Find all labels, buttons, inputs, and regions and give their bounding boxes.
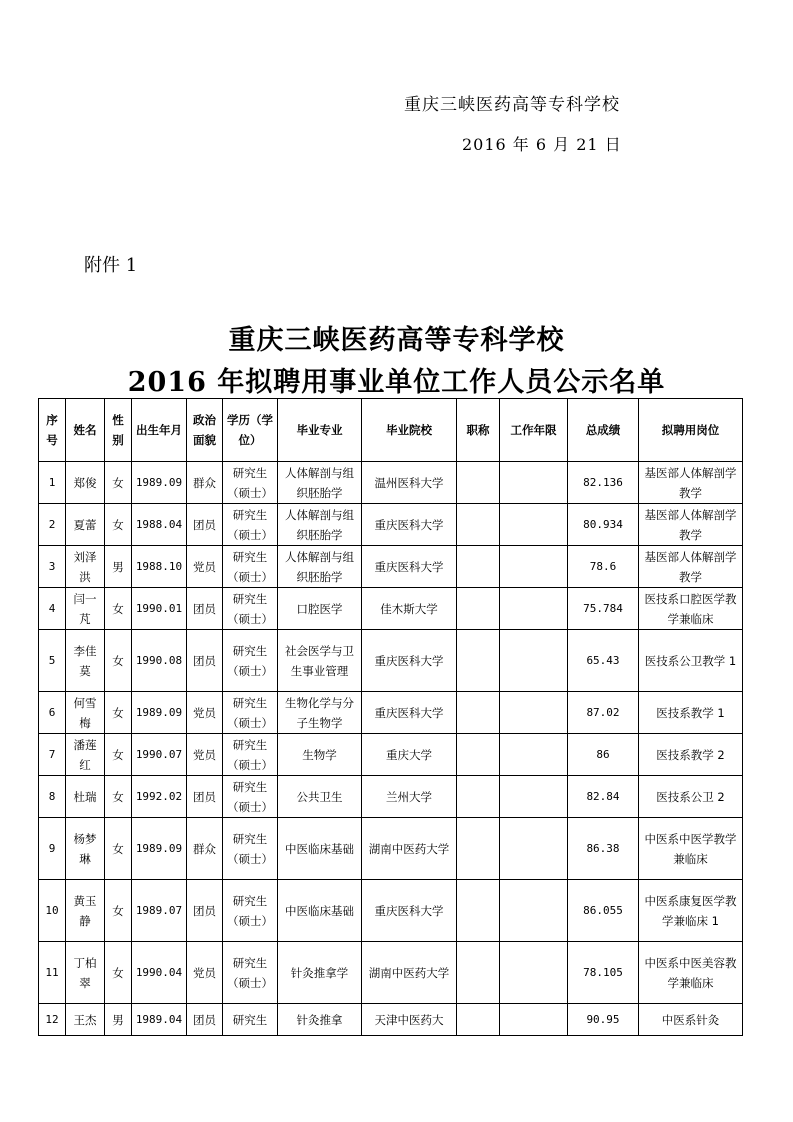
cell-score: 78.105 [568, 942, 639, 1004]
cell-political: 群众 [187, 818, 223, 880]
cell-school: 重庆医科大学 [362, 880, 457, 942]
cell-score: 86.38 [568, 818, 639, 880]
cell-gender: 女 [105, 942, 132, 1004]
cell-major: 生物学 [278, 734, 362, 776]
cell-title [457, 630, 500, 692]
cell-name: 杨梦琳 [66, 818, 105, 880]
cell-title [457, 546, 500, 588]
col-header-name: 姓名 [66, 399, 105, 462]
cell-school: 温州医科大学 [362, 462, 457, 504]
cell-birth: 1990.08 [132, 630, 187, 692]
cell-post: 医技系教学 1 [639, 692, 743, 734]
cell-birth: 1992.02 [132, 776, 187, 818]
table-row [39, 942, 743, 1004]
title-line-1: 重庆三峡医药高等专科学校 [228, 325, 565, 356]
cell-score: 75.784 [568, 588, 639, 630]
cell-post: 中医系针灸 [639, 1004, 743, 1036]
cell-major: 针灸推拿 [278, 1004, 362, 1036]
cell-years [500, 818, 568, 880]
cell-major: 针灸推拿学 [278, 942, 362, 1004]
cell-years [500, 692, 568, 734]
cell-name: 郑俊 [66, 462, 105, 504]
cell-degree: 研究生（硕士） [223, 818, 278, 880]
cell-major: 生物化学与分子生物学 [278, 692, 362, 734]
cell-no: 5 [39, 630, 66, 692]
cell-degree: 研究生（硕士） [223, 630, 278, 692]
cell-birth: 1990.07 [132, 734, 187, 776]
cell-political: 党员 [187, 734, 223, 776]
cell-years [500, 734, 568, 776]
cell-years [500, 776, 568, 818]
cell-school: 湖南中医药大学 [362, 942, 457, 1004]
col-header-birth: 出生年月 [132, 399, 187, 462]
cell-title [457, 942, 500, 1004]
cell-political: 团员 [187, 1004, 223, 1036]
table-row [39, 776, 743, 818]
cell-school: 兰州大学 [362, 776, 457, 818]
cell-birth: 1988.10 [132, 546, 187, 588]
cell-title [457, 588, 500, 630]
cell-years [500, 880, 568, 942]
cell-major: 人体解剖与组织胚胎学 [278, 546, 362, 588]
cell-title [457, 734, 500, 776]
cell-birth: 1989.09 [132, 692, 187, 734]
cell-degree: 研究生（硕士） [223, 546, 278, 588]
cell-school: 重庆大学 [362, 734, 457, 776]
cell-school: 重庆医科大学 [362, 504, 457, 546]
cell-post: 中医系中医学教学兼临床 [639, 818, 743, 880]
col-header-gender: 性别 [105, 399, 132, 462]
cell-title [457, 818, 500, 880]
cell-no: 10 [39, 880, 66, 942]
cell-name: 王杰 [66, 1004, 105, 1036]
cell-no: 2 [39, 504, 66, 546]
cell-name: 黄玉静 [66, 880, 105, 942]
cell-score: 86.055 [568, 880, 639, 942]
cell-years [500, 462, 568, 504]
cell-political: 党员 [187, 692, 223, 734]
cell-political: 团员 [187, 880, 223, 942]
table-row [39, 880, 743, 942]
cell-gender: 女 [105, 630, 132, 692]
cell-no: 7 [39, 734, 66, 776]
cell-degree: 研究生（硕士） [223, 462, 278, 504]
cell-degree: 研究生 [223, 1004, 278, 1036]
cell-score: 80.934 [568, 504, 639, 546]
cell-post: 中医系康复医学教学兼临床 1 [639, 880, 743, 942]
table-row [39, 692, 743, 734]
cell-major: 人体解剖与组织胚胎学 [278, 462, 362, 504]
cell-years [500, 942, 568, 1004]
cell-years [500, 630, 568, 692]
col-header-title: 职称 [457, 399, 500, 462]
cell-political: 党员 [187, 942, 223, 1004]
cell-birth: 1990.04 [132, 942, 187, 1004]
cell-name: 杜瑞 [66, 776, 105, 818]
cell-no: 12 [39, 1004, 66, 1036]
table-header-row [39, 399, 743, 462]
cell-gender: 女 [105, 776, 132, 818]
cell-major: 中医临床基础 [278, 818, 362, 880]
cell-major: 口腔医学 [278, 588, 362, 630]
cell-degree: 研究生（硕士） [223, 942, 278, 1004]
cell-birth: 1990.01 [132, 588, 187, 630]
cell-years [500, 546, 568, 588]
cell-birth: 1989.09 [132, 818, 187, 880]
table-row [39, 630, 743, 692]
cell-years [500, 1004, 568, 1036]
cell-score: 86 [568, 734, 639, 776]
cell-school: 重庆医科大学 [362, 630, 457, 692]
cell-name: 夏蕾 [66, 504, 105, 546]
title-line-2: 2016 年拟聘用事业单位工作人员公示名单 [127, 367, 666, 398]
cell-name: 闫一芃 [66, 588, 105, 630]
cell-name: 刘泽洪 [66, 546, 105, 588]
cell-school: 天津中医药大 [362, 1004, 457, 1036]
cell-degree: 研究生（硕士） [223, 776, 278, 818]
document-date: 2016 年 6 月 21 日 [462, 135, 622, 154]
cell-title [457, 1004, 500, 1036]
cell-score: 82.84 [568, 776, 639, 818]
table-row [39, 546, 743, 588]
col-header-post: 拟聘用岗位 [639, 399, 743, 462]
cell-post: 医技系口腔医学教学兼临床 [639, 588, 743, 630]
cell-gender: 女 [105, 818, 132, 880]
table-row [39, 818, 743, 880]
cell-title [457, 880, 500, 942]
cell-title [457, 692, 500, 734]
cell-post: 中医系中医美容教学兼临床 [639, 942, 743, 1004]
candidate-table [38, 398, 743, 1036]
cell-major: 中医临床基础 [278, 880, 362, 942]
cell-title [457, 504, 500, 546]
cell-name: 丁柏翠 [66, 942, 105, 1004]
cell-years [500, 588, 568, 630]
cell-post: 基医部人体解剖学教学 [639, 462, 743, 504]
cell-years [500, 504, 568, 546]
col-header-political: 政治面貌 [187, 399, 223, 462]
table-row [39, 504, 743, 546]
cell-no: 11 [39, 942, 66, 1004]
cell-birth: 1989.07 [132, 880, 187, 942]
organization-name: 重庆三峡医药高等专科学校 [404, 95, 620, 115]
col-header-score: 总成绩 [568, 399, 639, 462]
cell-name: 潘莲红 [66, 734, 105, 776]
cell-score: 82.136 [568, 462, 639, 504]
cell-political: 团员 [187, 504, 223, 546]
col-header-school: 毕业院校 [362, 399, 457, 462]
cell-birth: 1989.04 [132, 1004, 187, 1036]
cell-gender: 女 [105, 462, 132, 504]
cell-political: 团员 [187, 588, 223, 630]
table-row [39, 734, 743, 776]
cell-post: 基医部人体解剖学教学 [639, 504, 743, 546]
cell-name: 李佳莫 [66, 630, 105, 692]
cell-gender: 男 [105, 1004, 132, 1036]
cell-no: 9 [39, 818, 66, 880]
cell-no: 3 [39, 546, 66, 588]
cell-major: 公共卫生 [278, 776, 362, 818]
cell-gender: 女 [105, 504, 132, 546]
cell-degree: 研究生（硕士） [223, 588, 278, 630]
cell-score: 65.43 [568, 630, 639, 692]
cell-no: 4 [39, 588, 66, 630]
cell-birth: 1988.04 [132, 504, 187, 546]
col-header-major: 毕业专业 [278, 399, 362, 462]
cell-gender: 女 [105, 880, 132, 942]
cell-name: 何雪梅 [66, 692, 105, 734]
col-header-degree: 学历（学位） [223, 399, 278, 462]
table-row [39, 462, 743, 504]
table-row [39, 588, 743, 630]
cell-score: 87.02 [568, 692, 639, 734]
cell-no: 1 [39, 462, 66, 504]
cell-major: 社会医学与卫生事业管理 [278, 630, 362, 692]
cell-major: 人体解剖与组织胚胎学 [278, 504, 362, 546]
cell-no: 8 [39, 776, 66, 818]
cell-gender: 女 [105, 692, 132, 734]
cell-no: 6 [39, 692, 66, 734]
cell-degree: 研究生（硕士） [223, 504, 278, 546]
cell-post: 医技系教学 2 [639, 734, 743, 776]
cell-political: 党员 [187, 546, 223, 588]
cell-birth: 1989.09 [132, 462, 187, 504]
cell-score: 90.95 [568, 1004, 639, 1036]
annex-label: 附件 1 [84, 255, 138, 276]
cell-post: 基医部人体解剖学教学 [639, 546, 743, 588]
cell-score: 78.6 [568, 546, 639, 588]
cell-title [457, 462, 500, 504]
cell-degree: 研究生（硕士） [223, 880, 278, 942]
cell-gender: 女 [105, 734, 132, 776]
cell-school: 湖南中医药大学 [362, 818, 457, 880]
cell-political: 团员 [187, 776, 223, 818]
cell-degree: 研究生（硕士） [223, 734, 278, 776]
cell-post: 医技系公卫 2 [639, 776, 743, 818]
col-header-years: 工作年限 [500, 399, 568, 462]
cell-gender: 女 [105, 588, 132, 630]
cell-title [457, 776, 500, 818]
cell-gender: 男 [105, 546, 132, 588]
cell-school: 佳木斯大学 [362, 588, 457, 630]
cell-degree: 研究生（硕士） [223, 692, 278, 734]
cell-political: 团员 [187, 630, 223, 692]
cell-school: 重庆医科大学 [362, 692, 457, 734]
cell-post: 医技系公卫教学 1 [639, 630, 743, 692]
col-header-no: 序号 [39, 399, 66, 462]
cell-school: 重庆医科大学 [362, 546, 457, 588]
cell-political: 群众 [187, 462, 223, 504]
table-row [39, 1004, 743, 1036]
